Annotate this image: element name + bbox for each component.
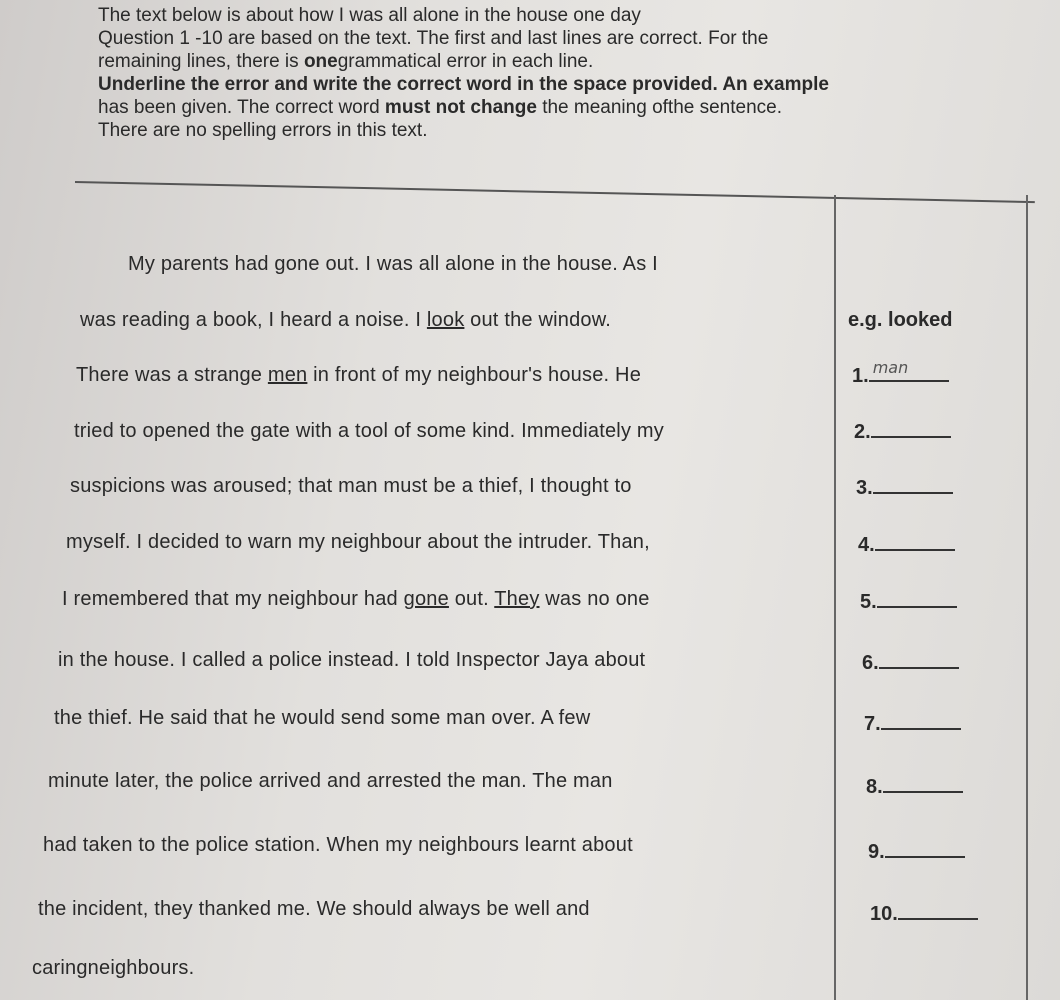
answer-blank[interactable] bbox=[885, 840, 965, 858]
answer-label: e.g. looked bbox=[848, 309, 953, 331]
answer-label: 10. bbox=[870, 903, 898, 925]
passage-line bbox=[62, 588, 650, 611]
answer-label: 4. bbox=[858, 534, 875, 556]
line-text: had taken to the police station. When my neighbours learnt about bbox=[43, 834, 633, 856]
line-text: I remembered that my neighbour had bbox=[62, 588, 404, 610]
line-text: tried to opened the gate with a tool of some kind. Immediately my bbox=[74, 420, 664, 442]
passage-line bbox=[48, 770, 613, 793]
answer-label: 3. bbox=[856, 477, 873, 499]
line-text: was no one bbox=[539, 588, 650, 610]
line-text: was reading a book, I heard a noise. I bbox=[80, 309, 427, 331]
handwritten-answer: man bbox=[872, 358, 909, 377]
passage-line bbox=[70, 475, 632, 498]
answer-slot bbox=[858, 533, 955, 557]
answer-slot bbox=[854, 420, 951, 444]
answer-slot bbox=[870, 902, 978, 926]
answer-blank[interactable] bbox=[873, 476, 953, 494]
line-text: in the house. I called a police instead. I told Inspector Jaya about bbox=[58, 649, 646, 671]
instruction-line bbox=[98, 96, 1028, 119]
answer-slot bbox=[860, 590, 957, 614]
line-text: the incident, they thanked me. We should always be well and bbox=[38, 898, 590, 920]
answer-label: 7. bbox=[864, 713, 881, 735]
instruction-text: has been given. The correct word bbox=[98, 97, 385, 118]
answer-slot bbox=[856, 476, 953, 500]
column-divider bbox=[834, 195, 836, 1000]
answer-slot bbox=[864, 712, 961, 736]
passage-line bbox=[66, 531, 650, 554]
instruction-line bbox=[98, 50, 1028, 73]
passage-line bbox=[128, 253, 658, 276]
instruction-emphasis: must not change bbox=[384, 97, 537, 118]
passage-line bbox=[58, 649, 645, 672]
instruction-line: Question 1 -10 are based on the text. The first and last lines are correct. For the bbox=[98, 28, 769, 49]
answer-label: 5. bbox=[860, 591, 877, 613]
table-top-border bbox=[75, 181, 1035, 203]
passage-line bbox=[76, 364, 641, 387]
passage-line bbox=[74, 420, 664, 443]
passage-line bbox=[32, 957, 194, 980]
instruction-line: The text below is about how I was all alone in the house one day bbox=[98, 5, 641, 26]
line-text: myself. I decided to warn my neighbour about the intruder. Than, bbox=[66, 531, 650, 553]
passage-line bbox=[43, 834, 633, 857]
passage-line bbox=[38, 898, 590, 921]
line-text: minute later, the police arrived and arrested the man. The man bbox=[48, 770, 613, 792]
line-text: out the window. bbox=[464, 309, 612, 331]
instruction-text: grammatical error in each line. bbox=[337, 51, 594, 72]
passage-line bbox=[54, 707, 590, 730]
underlined-error: gone bbox=[403, 588, 449, 610]
line-text: There was a strange bbox=[76, 364, 268, 386]
line-text: caringneighbours. bbox=[32, 957, 195, 979]
right-border bbox=[1026, 195, 1028, 1000]
answer-blank[interactable] bbox=[881, 712, 961, 730]
line-text: My parents had gone out. I was all alone in the house. As I bbox=[128, 253, 658, 275]
answer-blank[interactable] bbox=[871, 420, 951, 438]
underlined-error: They bbox=[494, 588, 540, 610]
answer-blank[interactable] bbox=[869, 358, 949, 382]
answer-blank[interactable] bbox=[877, 590, 957, 608]
answer-blank[interactable] bbox=[883, 775, 963, 793]
instruction-text: remaining lines, there is bbox=[98, 51, 304, 72]
underlined-error: look bbox=[426, 309, 465, 331]
instruction-emphasis: one bbox=[303, 51, 338, 72]
answer-label: 8. bbox=[866, 776, 883, 798]
underlined-error: men bbox=[267, 364, 308, 386]
answer-slot bbox=[866, 775, 963, 799]
answer-slot bbox=[868, 840, 965, 864]
answer-label: 1. bbox=[852, 365, 869, 387]
instructions bbox=[98, 4, 1028, 142]
answer-label: 6. bbox=[862, 652, 879, 674]
line-text: the thief. He said that he would send some man over. A few bbox=[54, 707, 591, 729]
answer-slot bbox=[852, 358, 949, 388]
instruction-line: There are no spelling errors in this text. bbox=[98, 120, 428, 141]
answer-example bbox=[848, 309, 952, 332]
answer-label: 9. bbox=[868, 841, 885, 863]
answer-label: 2. bbox=[854, 421, 871, 443]
line-text: in front of my neighbour's house. He bbox=[307, 364, 642, 386]
instruction-text: the meaning ofthe sentence. bbox=[536, 97, 782, 118]
answer-blank[interactable] bbox=[898, 902, 978, 920]
answer-slot bbox=[862, 651, 959, 675]
passage-line bbox=[80, 309, 611, 332]
line-text: suspicions was aroused; that man must be a thief, I thought to bbox=[70, 475, 632, 497]
line-text: out. bbox=[448, 588, 495, 610]
answer-blank[interactable] bbox=[875, 533, 955, 551]
answer-blank[interactable] bbox=[879, 651, 959, 669]
instruction-line: Underline the error and write the correct word in the space provided. An example bbox=[98, 74, 829, 95]
